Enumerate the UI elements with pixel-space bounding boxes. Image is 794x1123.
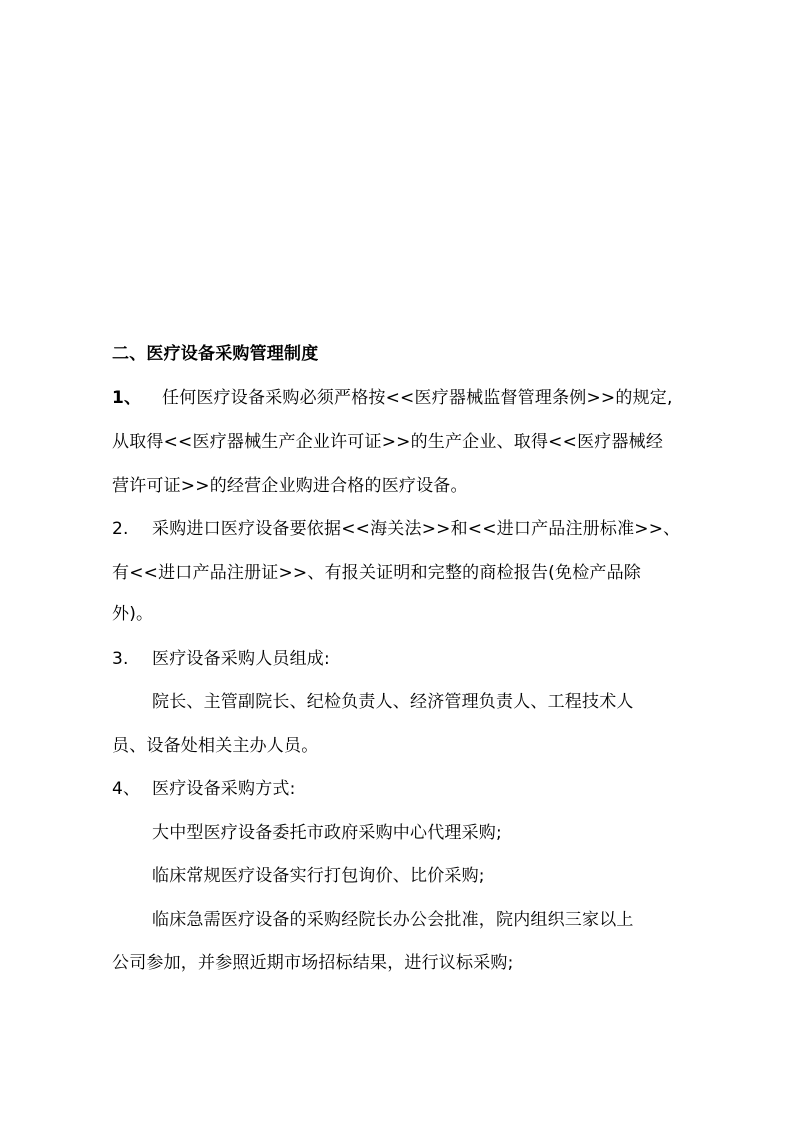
item2-line1: 采购进口医疗设备要依据<<海关法>>和<<进口产品注册标准>>、 xyxy=(152,519,681,539)
item2-line2: 有<<进口产品注册证>>、有报关证明和完整的商检报告(免检产品除 xyxy=(112,563,642,583)
item4-line1: 医疗设备采购方式: xyxy=(152,779,296,799)
item3-line3: 员、设备处相关主办人员。 xyxy=(112,736,319,756)
item1-line2: 从取得<<医疗器械生产企业许可证>>的生产企业、取得<<医疗器械经 xyxy=(112,432,664,452)
item3-number: 3. xyxy=(112,649,129,669)
item3-line2: 院长、主管副院长、纪检负责人、经济管理负责人、工程技术人 xyxy=(152,692,634,712)
item3-line1: 医疗设备采购人员组成: xyxy=(152,649,330,669)
item1-number: 1、 xyxy=(112,388,142,408)
item2-number: 2. xyxy=(112,519,129,539)
item4-line5: 公司参加，并参照近期市场招标结果，进行议标采购; xyxy=(112,953,514,973)
item4-number: 4、 xyxy=(112,779,141,799)
section-title: 二、医疗设备采购管理制度 xyxy=(112,344,319,364)
item1-line1: 任何医疗设备采购必须严格按<<医疗器械监督管理条例>>的规定, xyxy=(162,388,673,408)
item4-line2: 大中型医疗设备委托市政府采购中心代理采购; xyxy=(152,823,502,843)
item2-line3: 外)。 xyxy=(112,604,154,624)
item1-line3: 营许可证>>的经营企业购进合格的医疗设备。 xyxy=(112,476,468,496)
item4-line3: 临床常规医疗设备实行打包询价、比价采购; xyxy=(152,866,485,886)
item4-line4: 临床急需医疗设备的采购经院长办公会批准，院内组织三家以上 xyxy=(152,910,634,930)
